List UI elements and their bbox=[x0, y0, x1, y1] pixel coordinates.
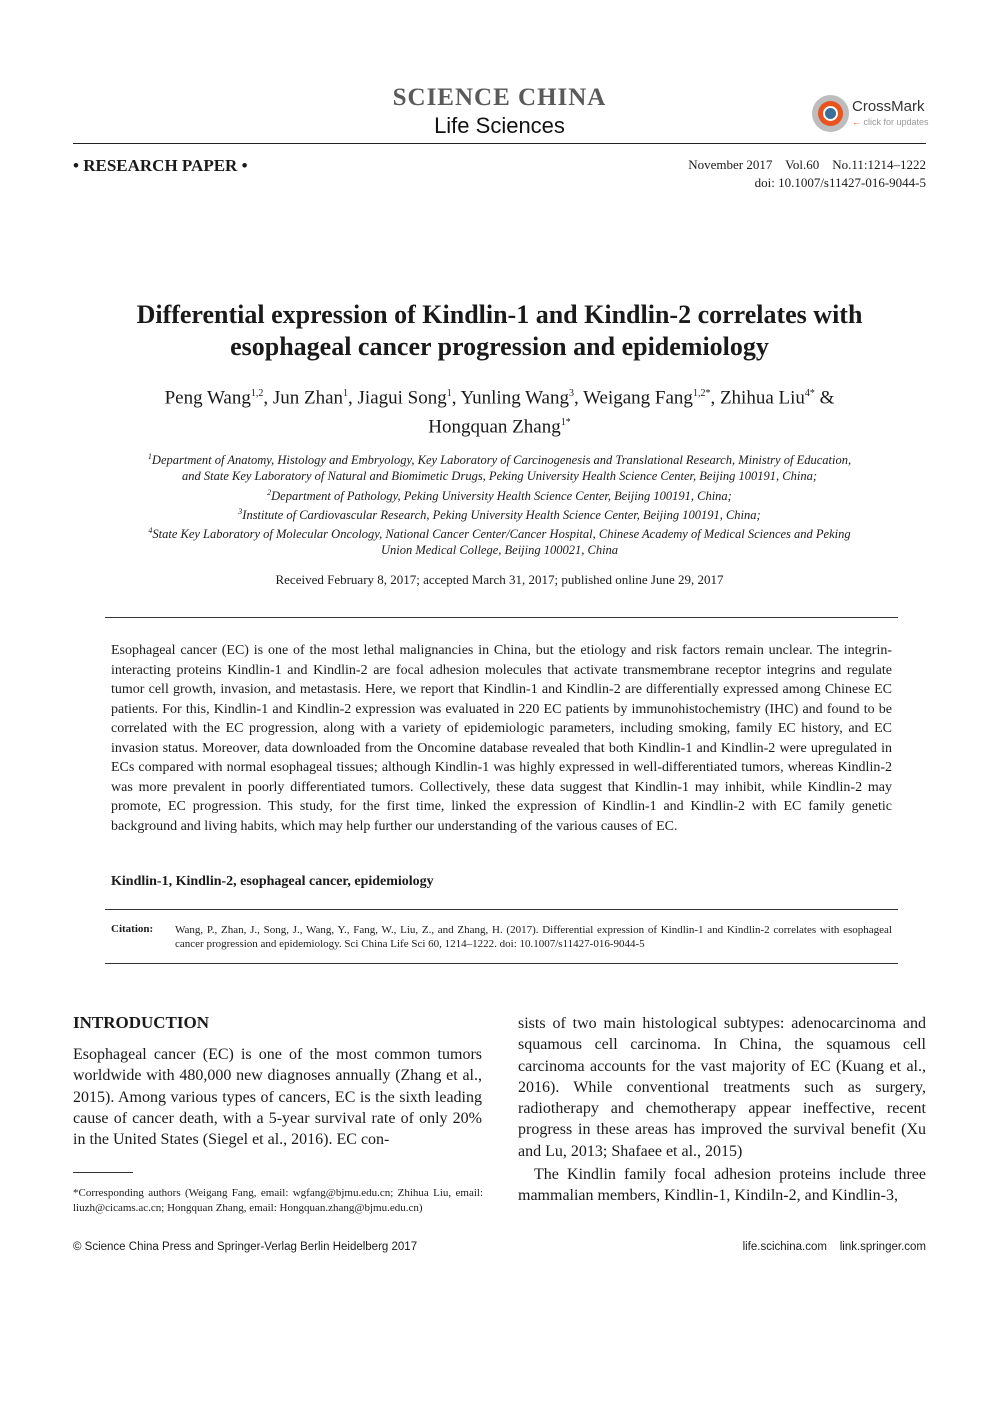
crossmark-label: CrossMark bbox=[852, 98, 925, 115]
affiliation-2: $^2$Department of Pathology, Peking University Health Science Center, Beijing 100191, China; bbox=[267, 488, 732, 504]
keywords: Kindlin-1, Kindlin-2, esophageal cancer, epidemiology bbox=[111, 874, 434, 889]
author-name: Jun Zhan bbox=[272, 387, 344, 409]
intro-paragraph-right-1: sists of two main histological subtypes: adenocarcinoma and squamous cell carcinoma. In China, the squamous cell carcinoma accounts for the vast majority of EC (Kuang et al., 2016). While conventional treatments such as surgery, radiotherapy and chemotherapy appear ineffective, recent progress in these areas has improved the survival benefit (Xu and Lu, 2013; Shafaee et al., 2015) bbox=[518, 1015, 926, 1160]
author-separator: , bbox=[573, 387, 584, 409]
abstract-top-rule bbox=[105, 617, 898, 618]
footnote-rule bbox=[73, 1172, 133, 1173]
author-affiliation-marker: 4* bbox=[804, 388, 815, 399]
author-name: Hongquan Zhang bbox=[428, 416, 561, 438]
header-rule bbox=[73, 143, 926, 144]
author-separator: & bbox=[814, 387, 835, 409]
citation-top-rule bbox=[105, 909, 898, 910]
author-name: Yunling Wang bbox=[460, 387, 569, 409]
author-separator: , bbox=[451, 387, 461, 409]
issue-info: November 2017 Vol.60 No.11:1214–1222 bbox=[688, 157, 926, 172]
paper-type: • RESEARCH PAPER • bbox=[73, 156, 248, 175]
author-affiliation-marker: 1,2* bbox=[692, 388, 711, 399]
author-name: Jiagui Song bbox=[357, 387, 447, 409]
intro-paragraph-left: Esophageal cancer (EC) is one of the most common tumors worldwide with 480,000 new diagnoses annually (Zhang et al., 2015). Among various types of cancers, EC is the sixth leading cause of cancer death, with a 5-year survival rate of only 20% in the United States (Siegel et al., 2016). EC con- bbox=[73, 1046, 482, 1149]
author-affiliation-marker: 1 bbox=[446, 388, 452, 399]
author-affiliation-marker: 1,2 bbox=[250, 388, 264, 399]
journal-subtitle: Life Sciences bbox=[434, 113, 565, 138]
author-list bbox=[100, 381, 899, 440]
section-heading-introduction: INTRODUCTION bbox=[73, 1013, 210, 1032]
abstract: Esophageal cancer (EC) is one of the most lethal malignancies in China, but the etiology and risk factors remain unclear. The integrin-interacting proteins Kindlin-1 and Kindlin-2 are focal adhesion molecules that activate transmembrane receptor integrins and regulate tumor cell growth, invasion, and metastasis. Here, we report that Kindlin-1 and Kindlin-2 are differentially expressed among Chinese EC patients. For this, Kindlin-1 and Kindlin-2 expression was evaluated in 220 EC patients by immunohistochemistry (IHC) and found to be correlated with the EC progression, along with a variety of epidemiologic parameters, including smoking, family EC history, and EC invasion status. Moreover, data downloaded from the Oncomine database revealed that both Kindlin-1 and Kindlin-2 were upregulated in ECs compared with normal esophageal tissues; although Kindlin-1 was highly expressed in well-differentiated tumors, whereas Kindlin-2 was more prevalent in poorly differentiated tumors. Collectively, these data suggest that Kindlin-1 may inhibit, while Kindlin-2 may promote, EC progression. This study, for the first time, linked the expression of Kindlin-1 and Kindlin-2 with EC family genetic background and living habits, which may help further our understanding of the various causes of EC. bbox=[111, 643, 892, 834]
crossmark-icon bbox=[812, 95, 849, 132]
author-name: Weigang Fang bbox=[583, 387, 693, 409]
author-name: Peng Wang bbox=[164, 387, 251, 409]
author-affiliation-marker: 1 bbox=[343, 388, 349, 399]
affiliation-1: $^1$Department of Anatomy, Histology and Embryology, Key Laboratory of Carcinogenesis and Translational Research, Ministry of Education, and State Key Laboratory of Natural and Biomimetic Drugs, Peking University Health Science Center, Beijing 100191, China; bbox=[147, 452, 852, 484]
corresponding-authors-footnote: *Corresponding authors (Weigang Fang, email: wgfang@bjmu.edu.cn; Zhihua Liu, email: liuzh@cicams.ac.cn; Hongquan Zhang, email: Hongquan.zhang@bjmu.edu.cn) bbox=[73, 1187, 483, 1214]
author-affiliation-marker: 3 bbox=[568, 388, 574, 399]
copyright: © Science China Press and Springer-Verlag Berlin Heidelberg 2017 bbox=[73, 1241, 418, 1253]
footer-links[interactable]: life.scichina.com link.springer.com bbox=[742, 1241, 926, 1253]
author-separator: , bbox=[263, 387, 273, 409]
citation-text: Wang, P., Zhan, J., Song, J., Wang, Y., Fang, W., Liu, Z., and Zhang, H. (2017). Differential expression of Kindlin-1 and Kindlin-2 correlates with esophageal cancer progression and epidemiology. Sci China Life Sci 60, 1214–1222. doi: 10.1007/s11427-016-9044-5 bbox=[175, 924, 892, 950]
doi[interactable]: doi: 10.1007/s11427-016-9044-5 bbox=[754, 175, 926, 190]
affiliation-4: $^4$State Key Laboratory of Molecular Oncology, National Cancer Center/Cancer Hospital, Chinese Academy of Medical Sciences and Peking Union Medical College, Beijing 100021, China bbox=[148, 526, 851, 558]
author-separator: , bbox=[710, 387, 720, 409]
arrow-left-icon: ← bbox=[852, 117, 861, 127]
affiliation-3: $^3$Institute of Cardiovascular Research, Peking University Health Science Center, Beijing 100191, China; bbox=[238, 507, 761, 523]
journal-title: SCIENCE CHINA bbox=[392, 84, 607, 111]
citation-bottom-rule bbox=[105, 963, 898, 964]
crossmark-badge[interactable] bbox=[812, 95, 932, 135]
author-name: Zhihua Liu bbox=[719, 387, 805, 409]
author-separator: , bbox=[348, 387, 358, 409]
intro-paragraph-right-2: The Kindlin family focal adhesion proteins include three mammalian members, Kindlin-1, Kindiln-2, and Kindlin-3, bbox=[518, 1166, 926, 1205]
publication-dates: Received February 8, 2017; accepted March 31, 2017; published online June 29, 2017 bbox=[275, 572, 724, 587]
crossmark-sublabel: ← click for updates bbox=[852, 117, 929, 127]
article-title: Differential expression of Kindlin-1 and Kindlin-2 correlates with esophageal cancer progression and epidemiology bbox=[136, 300, 863, 361]
citation-label: Citation: bbox=[111, 923, 154, 935]
author-affiliation-marker: 1* bbox=[560, 417, 571, 429]
